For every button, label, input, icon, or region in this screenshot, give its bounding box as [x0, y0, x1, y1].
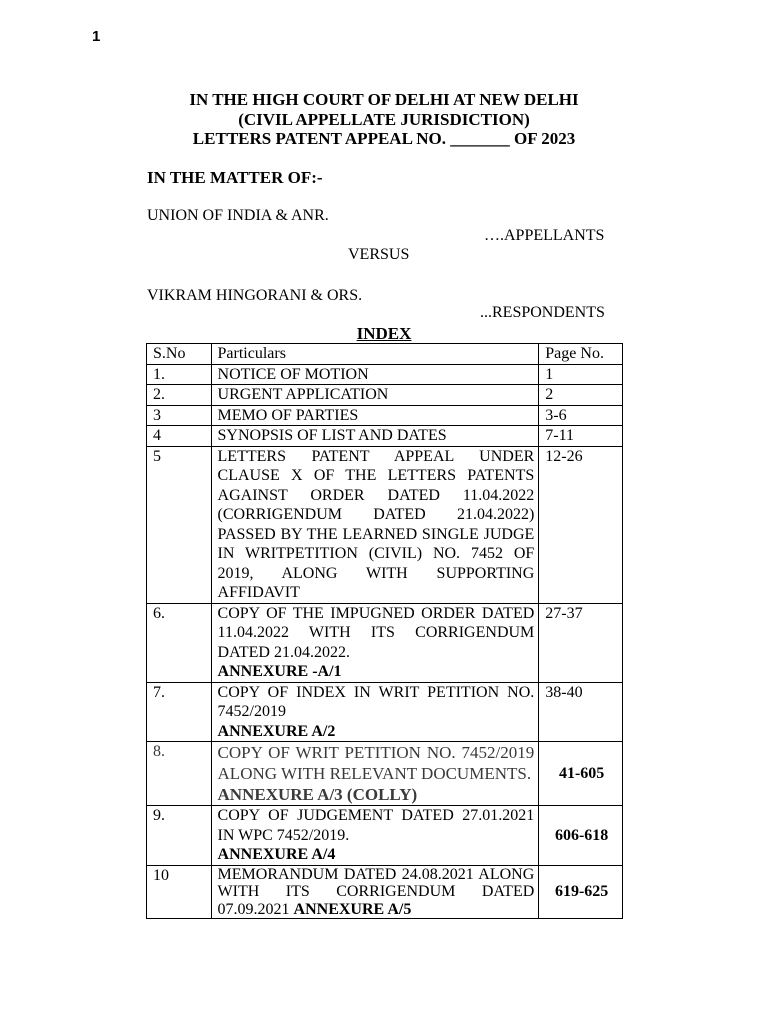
table-row: [147, 405, 623, 426]
row-particulars-cell: [211, 603, 539, 682]
row-particulars: MEMORANDUM DATED 24.08.2021 ALONG WITH ITS CORRIGENDUM DATED 07.09.2021: [217, 865, 535, 918]
row-sno: 4: [147, 426, 212, 447]
table-row: [147, 682, 623, 742]
header-particulars: Particulars: [211, 344, 539, 365]
row-particulars: COPY OF WRIT PETITION NO. 7452/2019 ALONG WITH RELEVANT DOCUMENTS.: [217, 743, 535, 783]
row-particulars-cell: [211, 682, 539, 742]
row-sno: 5: [147, 446, 212, 603]
respondent-name: VIKRAM HINGORANI & ORS.: [147, 287, 363, 304]
jurisdiction-heading: (CIVIL APPELLATE JURISDICTION): [238, 110, 530, 129]
row-annexure: ANNEXURE A/2: [217, 722, 336, 740]
row-sno: 10: [147, 865, 212, 919]
table-row: [147, 426, 623, 447]
row-pages: 38-40: [539, 682, 623, 742]
row-sno: 2.: [147, 385, 212, 406]
row-pages: 606-618: [539, 806, 623, 866]
row-pages: 7-11: [539, 426, 623, 447]
row-pages: 3-6: [539, 405, 623, 426]
appellant-name: UNION OF INDIA & ANR.: [147, 207, 329, 224]
row-sno: 6.: [147, 603, 212, 682]
appeal-number-heading: LETTERS PATENT APPEAL NO. _______ OF 2023: [192, 129, 576, 148]
table-row: [147, 385, 623, 406]
table-row: [147, 446, 623, 603]
appellant-role: ….APPELLANTS: [484, 227, 605, 244]
court-heading: IN THE HIGH COURT OF DELHI AT NEW DELHI: [189, 90, 579, 109]
respondent-role: ...RESPONDENTS: [480, 304, 605, 321]
table-row: [147, 865, 623, 919]
table-row: [147, 603, 623, 682]
row-particulars: COPY OF INDEX IN WRIT PETITION NO. 7452/2019: [217, 683, 535, 720]
matter-label: IN THE MATTER OF:-: [147, 168, 323, 187]
table-row: [147, 742, 623, 806]
page-number: 1: [92, 28, 101, 45]
row-pages: 12-26: [539, 446, 623, 603]
row-annexure: ANNEXURE A/3 (COLLY): [217, 785, 418, 804]
row-pages: 1: [539, 364, 623, 385]
row-annexure: ANNEXURE A/4: [217, 846, 336, 863]
header-sno: S.No: [147, 344, 212, 365]
row-pages: 2: [539, 385, 623, 406]
table-header-row: [147, 344, 623, 365]
row-particulars: NOTICE OF MOTION: [211, 364, 539, 385]
row-particulars-cell: [211, 742, 539, 806]
row-sno: 9.: [147, 806, 212, 866]
row-particulars: COPY OF THE IMPUGNED ORDER DATED 11.04.2022 WITH ITS CORRIGENDUM DATED 21.04.2022.: [217, 604, 535, 661]
index-table: [146, 343, 623, 919]
row-sno: 8.: [147, 742, 212, 806]
row-annexure: ANNEXURE A/5: [293, 900, 412, 918]
versus-label: VERSUS: [348, 246, 410, 263]
row-particulars: SYNOPSIS OF LIST AND DATES: [211, 426, 539, 447]
row-pages: 619-625: [539, 865, 623, 919]
row-particulars-cell: [211, 865, 539, 919]
row-sno: 7.: [147, 682, 212, 742]
row-particulars: COPY OF JUDGEMENT DATED 27.01.2021 IN WPC 7452/2019.: [217, 807, 535, 844]
row-particulars-cell: [211, 806, 539, 866]
row-pages: 41-605: [539, 742, 623, 806]
row-sno: 3: [147, 405, 212, 426]
row-annexure: ANNEXURE -A/1: [217, 663, 342, 680]
row-particulars: MEMO OF PARTIES: [211, 405, 539, 426]
row-particulars: LETTERS PATENT APPEAL UNDER CLAUSE X OF THE LETTERS PATENTS AGAINST ORDER DATED 11.04.2022 (CORRIGENDUM DATED 21.04.2022) PASSED BY THE LEARNED SINGLE JUDGE IN WRITPETITION (CIVIL) NO. 7452 OF 2019, ALONG WITH SUPPORTING AFFIDAVIT: [211, 446, 539, 603]
header-pages: Page No.: [539, 344, 623, 365]
index-title: INDEX: [356, 324, 412, 343]
table-row: [147, 364, 623, 385]
row-particulars: URGENT APPLICATION: [211, 385, 539, 406]
row-sno: 1.: [147, 364, 212, 385]
table-row: [147, 806, 623, 866]
row-pages: 27-37: [539, 603, 623, 682]
